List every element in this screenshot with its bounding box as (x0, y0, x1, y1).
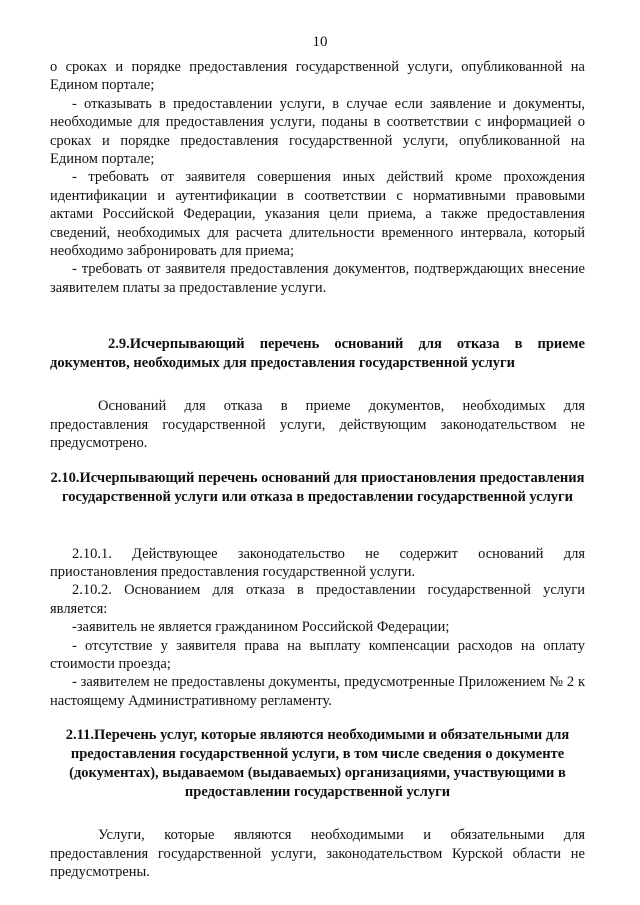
section-heading-2-11: 2.11.Перечень услуг, которые являются необходимыми и обязательными для предоставления государственной услуги, в том числе сведения о документе (документах), выдаваемом (выдаваемых) организациями, участвующими в предоставлении государственной услуги (65, 727, 570, 801)
paragraph: 2.10.2. Основанием для отказа в предоставлении государственной услуги является: (50, 582, 585, 617)
list-item: - заявителем не предоставлены документы, предусмотренные Приложением № 2 к настоящему Административному регламенту. (50, 674, 585, 709)
section-heading-2-10: 2.10.Исчерпывающий перечень оснований для приостановления предоставления государственной услуги или отказа в предоставлении государственной услуги (50, 469, 585, 505)
list-item: - отсутствие у заявителя права на выплату компенсации расходов на оплату стоимости проезда; (50, 637, 585, 672)
document-body (50, 58, 585, 881)
list-item: -заявитель не является гражданином Российской Федерации; (72, 619, 450, 636)
section-heading-2-9: 2.9.Исчерпывающий перечень оснований для отказа в приеме документов, необходимых для предоставления государственной услуги (50, 336, 585, 372)
paragraph: Оснований для отказа в приеме документов, необходимых для предоставления государственной услуги, действующим законодательством не предусмотрено. (50, 398, 585, 452)
paragraph: о сроках и порядке предоставления государственной услуги, опубликованной на Едином портале; (50, 59, 585, 94)
paragraph: 2.10.1. Действующее законодательство не содержит оснований для приостановления предоставления государственной услуги. (50, 545, 585, 580)
paragraph: - требовать от заявителя предоставления документов, подтверждающих внесение заявителем платы за предоставление услуги. (50, 261, 585, 296)
paragraph: - требовать от заявителя совершения иных действий кроме прохождения идентификации и аутентификации в соответствии с нормативными правовыми актами Российской Федерации, указания цели приема, а также предоставления сведений, необходимых для расчета длительности временного интервала, который необходимо забронировать для приема; (50, 169, 585, 260)
page-number: 10 (312, 34, 328, 50)
paragraph: - отказывать в предоставлении услуги, в случае если заявление и документы, необходимые для предоставления услуги, поданы в соответствии с информацией о сроках и порядке предоставления государственной услуги, опубликованной на Едином портале; (50, 95, 585, 168)
paragraph: Услуги, которые являются необходимыми и обязательными для предоставления государственной услуги, законодательством Курской области не предусмотрены. (50, 827, 585, 880)
